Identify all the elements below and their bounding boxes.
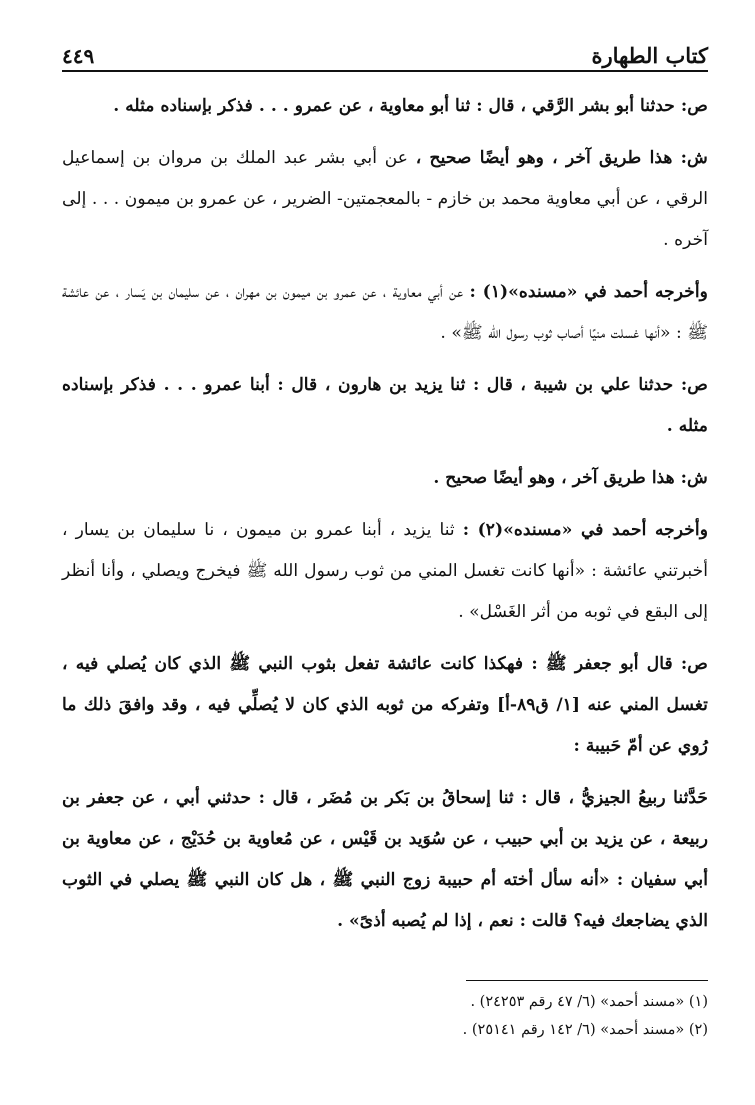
paragraph-hadith: حَدَّثنا ربيعُ الجيزيُّ ، قال : ثنا إسحاقُ بن بَكر بن مُضَر ، قال : حدثني أبي ، عن جعفر بن ربيعة ، عن يزيد بن أبي حبيب ، عن سُوَيد بن قَيْس ، عن مُعاوية بن حُدَيْج ، عن معاوية بن أبي سفيان : «أنه سأل أخته أم حبيبة زوج النبي ﷺ ، هل كان النبي ﷺ يصلي في الثوب الذي يضاجعك فيه؟ قالت : نعم ، إذا لم يُصبه أذىً» . <box>62 788 708 931</box>
paragraph-shin-2: ش: هذا طريق آخر ، وهو أيضًا صحيح . <box>433 468 708 488</box>
paragraph-ahmad-2: وأخرجه أحمد في «مسنده»(٢) : ثنا يزيد ، أبنا عمرو بن ميمون ، نا سليمان بن يسار ، أخبرتني عائشة : «أنها كانت تغسل المني من ثوب رسول الله ﷺ فيخرج ويصلي ، وأنا أنظر إلى البقع في ثوبه من أثر الغَسْل» . <box>62 520 708 622</box>
page-header <box>62 34 708 72</box>
paragraph-sad-3: ص: قال أبو جعفر ﷺ : فهكذا كانت عائشة تفعل بثوب النبي ﷺ الذي كان يُصلي فيه ، تغسل المني عنه [١/ ق٨٩-أ] وتفركه من ثوبه الذي كان لا يُصلِّي فيه ، وقد وافقَ ذلك ما رُوي عن أمّ حَبيبة : <box>62 654 708 756</box>
footnote-1: (١) «مسند أحمد» (٦/ ٤٧ رقم ٢٤٢٥٣) . <box>470 994 708 1010</box>
page-body <box>62 86 708 942</box>
footnote-separator <box>466 980 708 981</box>
running-title: كتاب الطهارة <box>591 43 708 68</box>
paragraph-sad-2: ص: حدثنا علي بن شيبة ، قال : ثنا يزيد بن هارون ، قال : أبنا عمرو . . . فذكر بإسناده مثله . <box>62 375 708 436</box>
page-number: ٤٤٩ <box>62 44 95 68</box>
footnotes <box>62 988 708 1044</box>
paragraph-shin-1: ش: هذا طريق آخر ، وهو أيضًا صحيح ، عن أبي بشر عبد الملك بن مروان بن إسماعيل الرقي ، عن أبي معاوية محمد بن خازم - بالمعجمتين- الضرير ، عن عمرو بن ميمون . . . إلى آخره . <box>62 148 708 250</box>
paragraph-ahmad-1: وأخرجه أحمد في «مسنده»(١) : عن أبي معاوية ، عن عمرو بن ميمون بن مهران ، عن سليمان بن يَسار ، عن عائشة ﷺ : «أنها غسلت منيًا أصاب ثوب رسول الله ﷺ» . <box>62 282 708 343</box>
book-page <box>62 34 708 1085</box>
paragraph-sad-1: ص: حدثنا أبو بشر الرَّقي ، قال : ثنا أبو معاوية ، عن عمرو . . . فذكر بإسناده مثله . <box>113 96 708 116</box>
footnote-2: (٢) «مسند أحمد» (٦/ ١٤٢ رقم ٢٥١٤١) . <box>462 1022 708 1038</box>
